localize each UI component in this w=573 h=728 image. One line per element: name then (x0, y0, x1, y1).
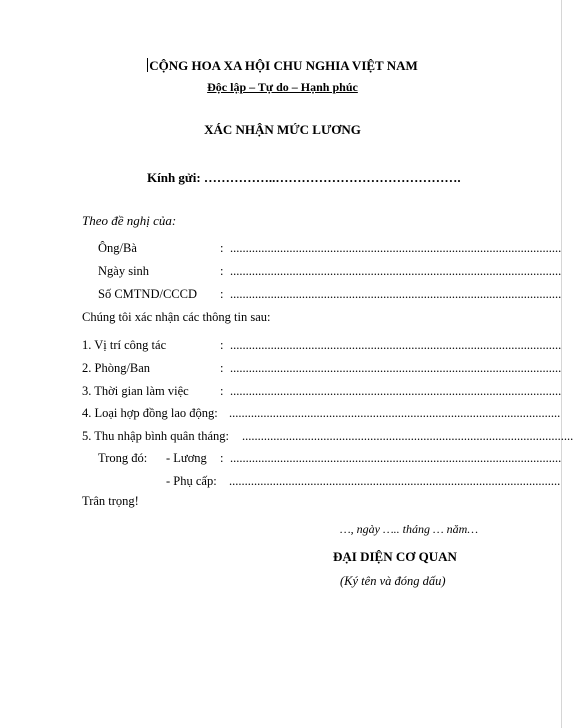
in-which-label: Trong đó: (98, 451, 148, 465)
recipient-line: Kính gửi: ……………..……………………………………. (147, 170, 461, 185)
field-colon: : (220, 241, 224, 255)
intro-text: Theo đề nghị của: (82, 213, 177, 228)
field-colon: : (220, 287, 224, 301)
item-position-label: 1. Vị trí công tác (82, 338, 167, 352)
field-colon: : (220, 384, 224, 398)
date-line: …, ngày ….. tháng … năm… (340, 522, 479, 536)
item-income-dotline: .......................................................................................................... (242, 429, 573, 443)
item-department-dotline: .......................................................................................................... (230, 361, 562, 375)
field-colon: : (220, 361, 224, 375)
national-title-text: CỘNG HOA XA HỘI CHU NGHIA VIỆT NAM (149, 58, 418, 73)
field-colon: : (220, 264, 224, 278)
field-id-dotline: .......................................................................................................... (230, 287, 562, 301)
document-title: XÁC NHẬN MỨC LƯƠNG (204, 122, 361, 137)
national-title (0, 58, 565, 74)
field-colon: : (220, 451, 224, 465)
signature-note: (Ký tên và đóng dấu) (340, 574, 446, 588)
item-position-dotline: .......................................................................................................... (230, 338, 562, 352)
item-contract-label: 4. Loại hợp đồng lao động: (82, 406, 218, 420)
closing-text: Trân trọng! (82, 494, 139, 508)
signature-title: ĐẠI DIỆN CƠ QUAN (333, 549, 457, 564)
field-dob-label: Ngày sinh (98, 264, 150, 278)
national-motto: Độc lập – Tự do – Hạnh phúc (207, 80, 358, 94)
item-duration-dotline: .......................................................................................................... (230, 384, 562, 398)
confirm-text: Chúng tôi xác nhận các thông tin sau: (82, 310, 271, 324)
field-colon: : (220, 338, 224, 352)
item-income-label: 5. Thu nhập bình quân tháng: (82, 429, 229, 443)
item-department-label: 2. Phòng/Ban (82, 361, 151, 375)
field-id-label: Số CMTND/CCCD (98, 287, 197, 301)
salary-label: - Lương (166, 451, 207, 465)
allowance-dotline: .......................................................................................................... (229, 474, 561, 488)
item-contract-dotline: .......................................................................................................... (229, 406, 561, 420)
field-name-label: Ông/Bà (98, 241, 137, 255)
field-name-dotline: .......................................................................................................... (230, 241, 562, 255)
item-duration-label: 3. Thời gian làm việc (82, 384, 189, 398)
field-dob-dotline: .......................................................................................................... (230, 264, 562, 278)
salary-dotline: .......................................................................................................... (230, 451, 562, 465)
allowance-label: - Phụ cấp: (166, 474, 217, 488)
